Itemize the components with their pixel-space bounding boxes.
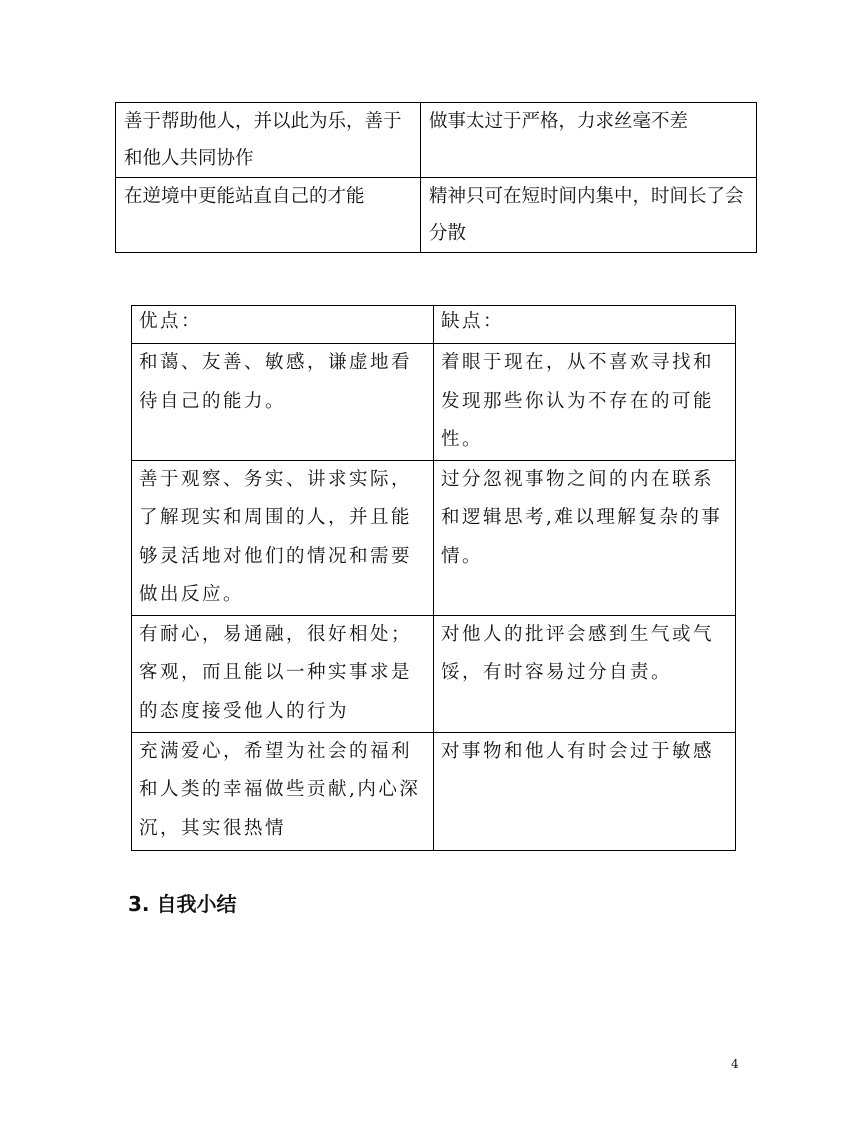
weakness-cell: 精神只可在短时间内集中，时间长了会分散 xyxy=(421,178,757,253)
weakness-cell: 做事太过于严格，力求丝毫不差 xyxy=(421,103,757,178)
weakness-cell: 过分忽视事物之间的内在联系和逻辑思考,难以理解复杂的事情。 xyxy=(434,460,736,615)
strength-cell: 在逆境中更能站直自己的才能 xyxy=(116,178,421,253)
table-row xyxy=(132,732,736,850)
strengths-header: 优点： xyxy=(132,306,434,344)
table-row xyxy=(132,344,736,461)
table-row xyxy=(116,178,757,253)
strength-cell: 有耐心，易通融，很好相处；客观，而且能以一种实事求是的态度接受他人的行为 xyxy=(132,615,434,732)
section-heading: 3. 自我小结 xyxy=(128,892,237,916)
traits-table-2 xyxy=(131,305,736,851)
weaknesses-header: 缺点： xyxy=(434,306,736,344)
page-number: 4 xyxy=(731,1057,739,1071)
weakness-cell: 着眼于现在，从不喜欢寻找和发现那些你认为不存在的可能性。 xyxy=(434,344,736,461)
table-row xyxy=(132,460,736,615)
strength-cell: 善于观察、务实、讲求实际，了解现实和周围的人，并且能够灵活地对他们的情况和需要做出反应。 xyxy=(132,460,434,615)
strength-cell: 充满爱心，希望为社会的福利和人类的幸福做些贡献,内心深沉，其实很热情 xyxy=(132,732,434,850)
strength-cell: 和蔼、友善、敏感，谦虚地看待自己的能力。 xyxy=(132,344,434,461)
weakness-cell: 对事物和他人有时会过于敏感 xyxy=(434,732,736,850)
table-row xyxy=(116,103,757,178)
table-header-row xyxy=(132,306,736,344)
traits-table-1 xyxy=(115,102,757,253)
weakness-cell: 对他人的批评会感到生气或气馁，有时容易过分自责。 xyxy=(434,615,736,732)
table-row xyxy=(132,615,736,732)
strength-cell: 善于帮助他人，并以此为乐，善于和他人共同协作 xyxy=(116,103,421,178)
